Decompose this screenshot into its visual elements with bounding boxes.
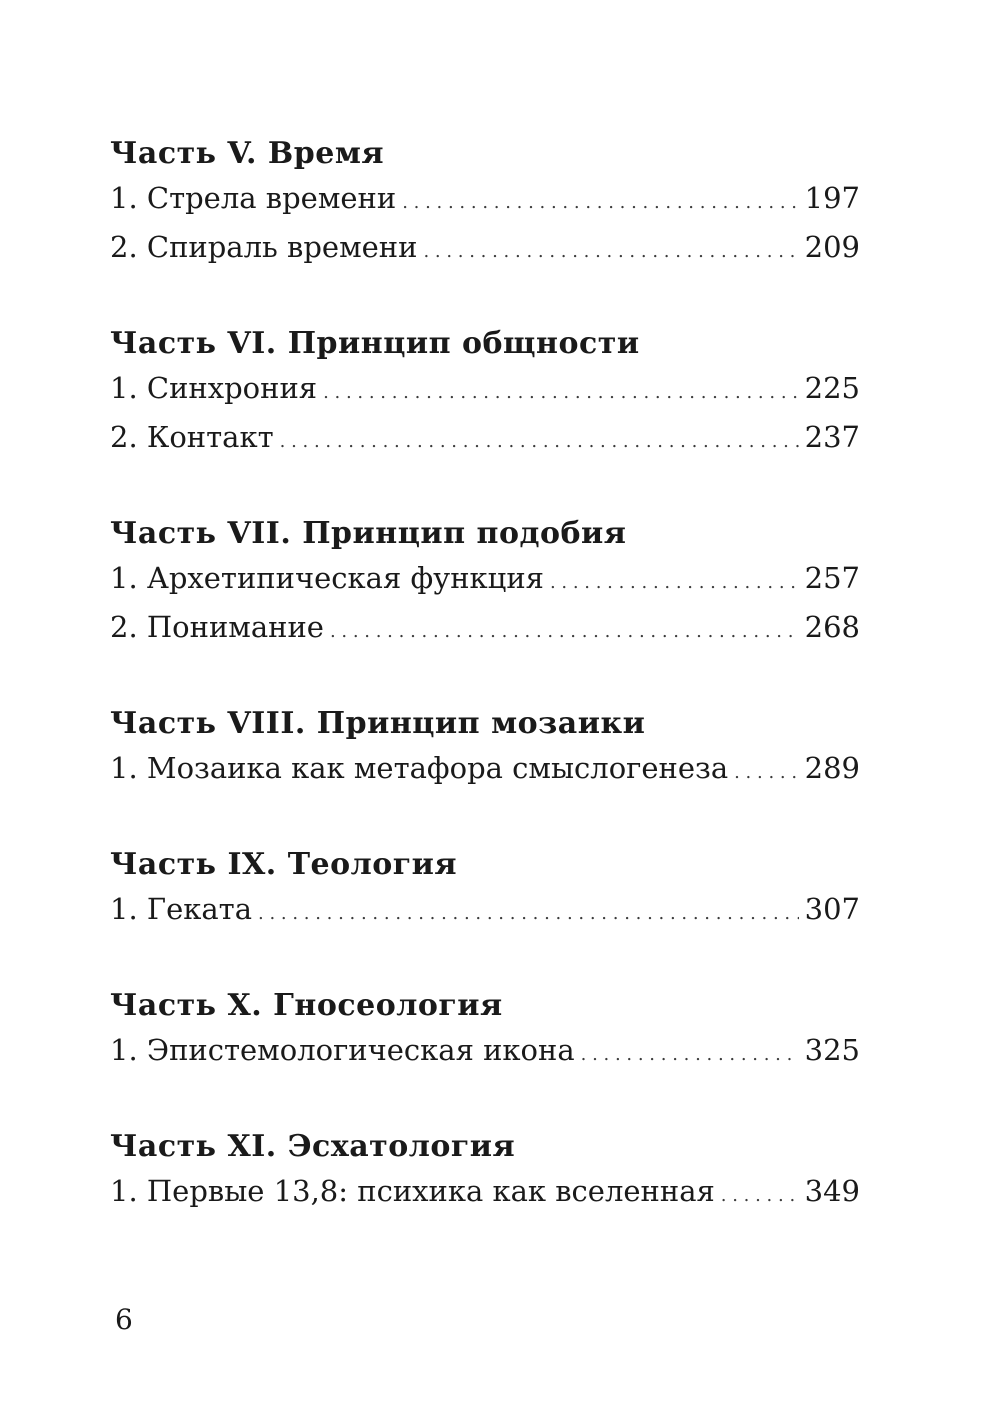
dot-leader	[550, 561, 799, 605]
part-heading: Часть X. Гносеология	[110, 988, 503, 1023]
entry-page-number: 325	[804, 1033, 860, 1067]
part-heading: Часть VI. Принцип общности	[110, 326, 640, 361]
toc-entry	[110, 366, 860, 415]
page-number: 6	[115, 1303, 133, 1336]
dot-leader	[280, 420, 799, 464]
entry-page-number: 197	[804, 181, 860, 215]
dot-leader	[581, 1033, 799, 1077]
dot-leader	[330, 610, 799, 654]
part-heading: Часть IX. Теология	[110, 847, 458, 882]
entry-page-number: 225	[804, 371, 860, 405]
entry-title: 1. Эпистемологическая икона	[110, 1033, 575, 1067]
part-heading: Часть V. Время	[110, 136, 385, 171]
toc-entry	[110, 176, 860, 225]
dot-leader	[402, 181, 798, 225]
toc-part	[110, 702, 860, 795]
toc-entry	[110, 746, 860, 795]
entry-title: 1. Мозаика как метафора смыслогенеза	[110, 751, 729, 785]
toc-entry	[110, 225, 860, 274]
toc-part	[110, 322, 860, 464]
entry-title: 1. Первые 13,8: психика как вселенная	[110, 1174, 715, 1208]
dot-leader	[734, 751, 799, 795]
toc-entry	[110, 605, 860, 654]
entry-title: 1. Архетипическая функция	[110, 561, 544, 595]
toc-part	[110, 1125, 860, 1218]
entry-page-number: 307	[804, 892, 860, 926]
dot-leader	[258, 892, 799, 936]
part-heading: Часть XI. Эсхатология	[110, 1129, 516, 1164]
toc-part	[110, 843, 860, 936]
entry-page-number: 257	[804, 561, 860, 595]
entry-page-number: 349	[804, 1174, 860, 1208]
toc-entry	[110, 887, 860, 936]
toc-part	[110, 132, 860, 274]
dot-leader	[323, 371, 799, 415]
entry-page-number: 268	[804, 610, 860, 644]
entry-title: 2. Спираль времени	[110, 230, 418, 264]
table-of-contents	[110, 132, 860, 1266]
toc-entry	[110, 415, 860, 464]
entry-title: 2. Понимание	[110, 610, 324, 644]
entry-page-number: 289	[804, 751, 860, 785]
part-heading: Часть VIII. Принцип мозаики	[110, 706, 646, 741]
toc-entry	[110, 1169, 860, 1218]
entry-page-number: 237	[804, 420, 860, 454]
toc-entry	[110, 556, 860, 605]
toc-part	[110, 512, 860, 654]
toc-part	[110, 984, 860, 1077]
entry-title: 1. Синхрония	[110, 371, 318, 405]
entry-page-number: 209	[804, 230, 860, 264]
toc-entry	[110, 1028, 860, 1077]
entry-title: 1. Стрела времени	[110, 181, 397, 215]
entry-title: 1. Геката	[110, 892, 252, 926]
dot-leader	[721, 1174, 799, 1218]
part-heading: Часть VII. Принцип подобия	[110, 516, 627, 551]
entry-title: 2. Контакт	[110, 420, 274, 454]
dot-leader	[423, 230, 798, 274]
